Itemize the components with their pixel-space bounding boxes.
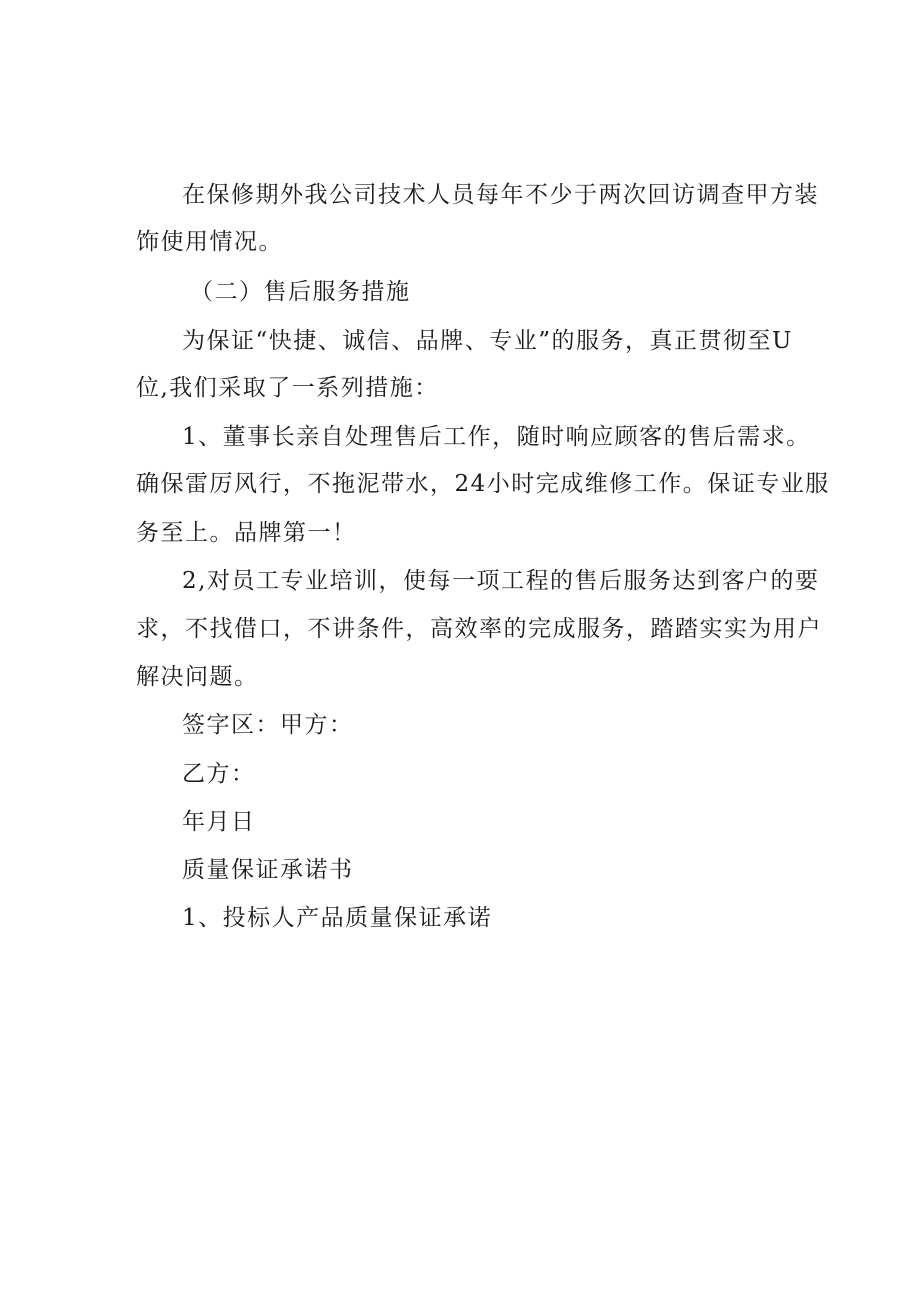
text-line: 位,我们采取了一系列措施： [136,375,439,401]
section-heading: （二）售后服务措施 [190,279,411,305]
date-label: 年月日 [182,809,256,835]
text-line: 1、董事长亲自处理售后工作，随时响应顾客的售后需求。 [182,424,811,450]
section-heading: 1、投标人产品质量保证承诺 [182,905,493,931]
text-line: 务至上。品牌第一！ [136,520,357,546]
party-b-label: 乙方： [182,761,256,787]
text-line: 饰使用情况。 [136,229,283,255]
signature-area-label: 签字区：甲方： [182,712,354,738]
text-line: 解决问题。 [136,664,259,690]
text-line: 确保雷厉风行，不拖泥带水，24小时完成维修工作。保证专业服 [136,471,830,497]
text-line: 求，不找借口，不讲条件，高效率的完成服务，踏踏实实为用户 [136,616,822,642]
text-line: 为保证“快捷、诚信、品牌、专业”的服务，真正贯彻至U [182,328,793,354]
text-line: 在保修期外我公司技术人员每年不少于两次回访调查甲方装 [182,182,819,208]
document-title: 质量保证承诺书 [182,857,354,883]
text-line: 2,对员工专业培训，使每一项工程的售后服务达到客户的要 [182,568,820,594]
